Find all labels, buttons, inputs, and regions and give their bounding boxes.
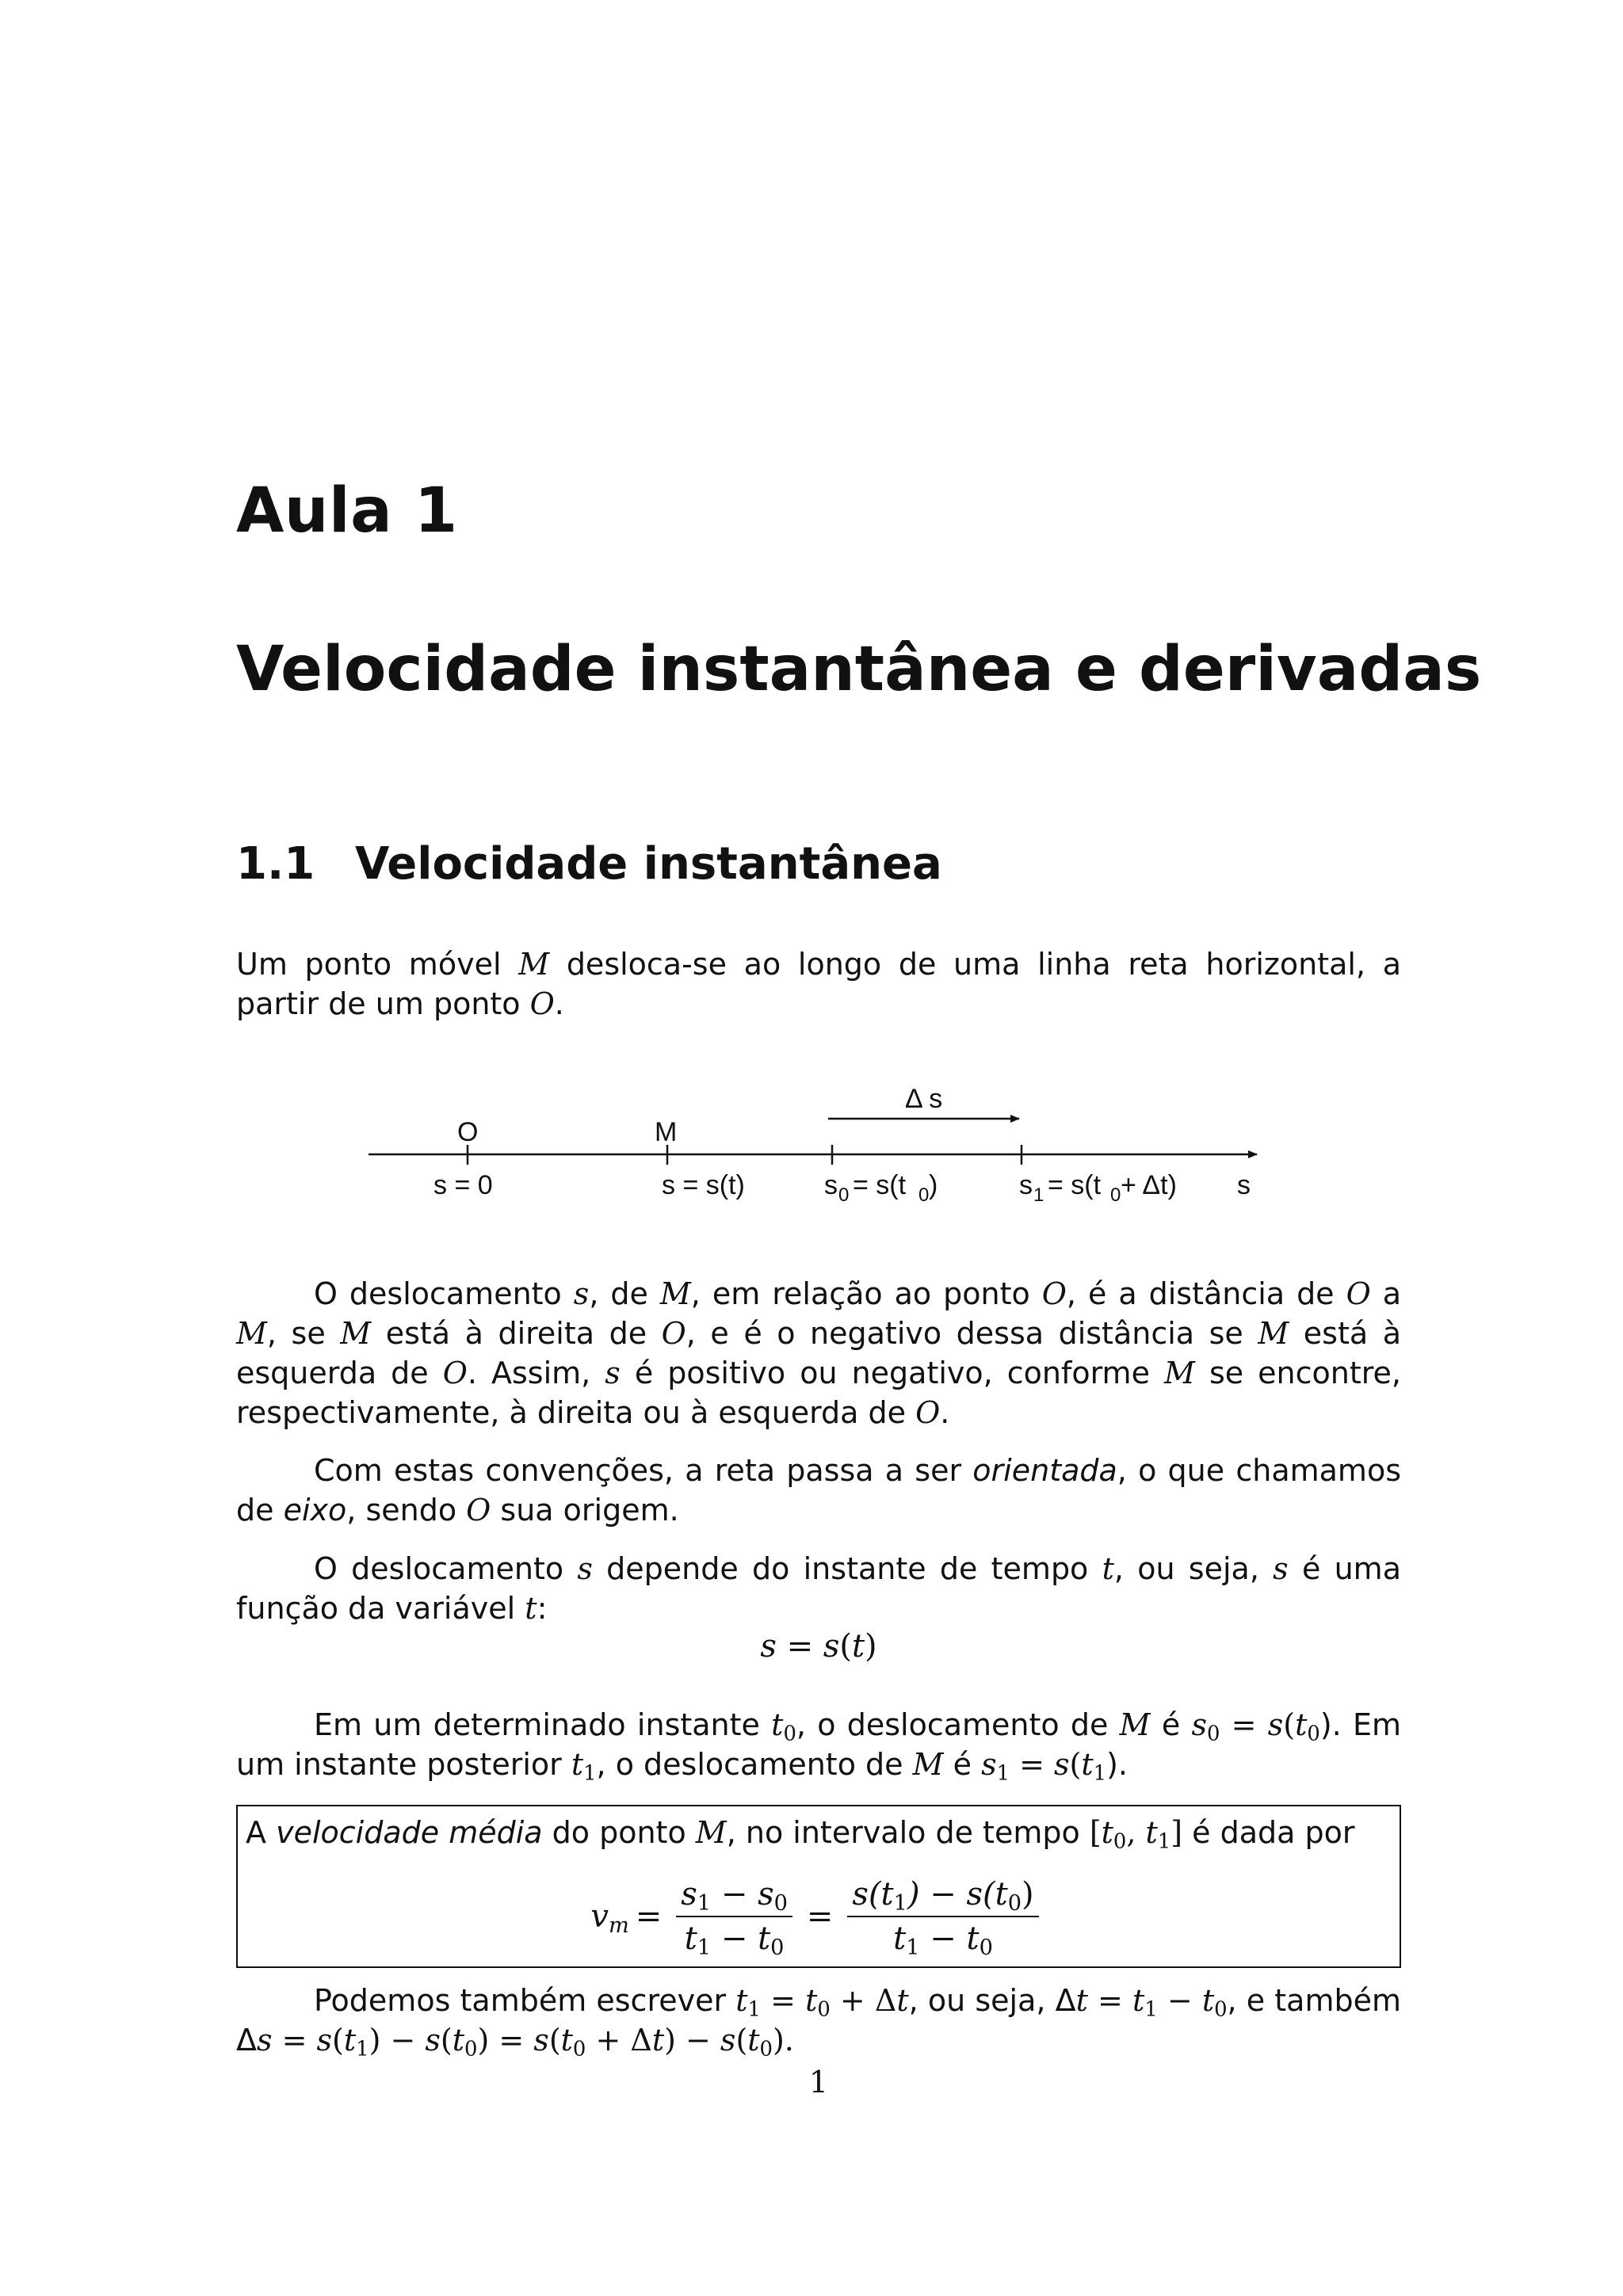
- average-velocity-formula: $v_m$ = $\frac{s_1 - s_0}{t_1 - t_0}$ = $\frac{s(t_1) - s(t_0)}{t_1 - t_0}$: [238, 1876, 1400, 1957]
- equation-s-of-t: s = s(t): [760, 1628, 877, 1665]
- definition-text: A velocidade média do ponto M, no intervalo de tempo [$t_0$, $t_1$] é dada por: [246, 1815, 1355, 1854]
- paragraph-delta-notation: Podemos também escrever $t_1 = t_0 + \Delta t$, ou seja, $\Delta t = t_1 - t_0$, e também $\Delta s = s(t_1) - s(t_0) = s(t_0 + \Delta t) - s(t_0)$.: [236, 1983, 1402, 2061]
- M-point-label: M: [655, 1117, 678, 1147]
- axis-s-label: s: [1237, 1170, 1251, 1200]
- svg-text:0: 0: [918, 1184, 930, 1206]
- svg-text:): ): [929, 1170, 938, 1200]
- O-point-label: O: [457, 1117, 479, 1147]
- svg-text:= s(t: = s(t: [853, 1170, 907, 1200]
- section-number: 1.1: [236, 838, 315, 890]
- fraction-delta-s-over-delta-t: $\frac{s_1 - s_0}{t_1 - t_0}$: [676, 1876, 792, 1957]
- svg-text:0: 0: [838, 1184, 850, 1206]
- paragraph-function: O deslocamento s depende do instante de tempo t, ou seja, s é uma função da variável t:: [236, 1551, 1401, 1626]
- s0-label: [824, 1170, 938, 1206]
- svg-text:= s(t: = s(t: [1048, 1170, 1102, 1200]
- page-number: 1: [808, 2065, 829, 2100]
- s-t-label: s = s(t): [662, 1170, 745, 1200]
- paragraph-instants: Em um determinado instante $t_0$, o deslocamento de M é $s_0 = s(t_0)$. Em um instante posterior $t_1$, o deslocamento de M é $s_1 = s(t_1)$.: [236, 1707, 1401, 1786]
- svg-text:s: s: [824, 1170, 838, 1200]
- s-zero-label: s = 0: [433, 1170, 493, 1200]
- svg-text:+ Δt): + Δt): [1121, 1170, 1177, 1200]
- fraction-function-difference: $\frac{s(t_1) - s(t_0)}{t_1 - t_0}$: [847, 1876, 1038, 1957]
- delta-s-label: Δ s: [905, 1084, 943, 1114]
- intro-paragraph: Um ponto móvel M desloca-se ao longo de uma linha reta horizontal, a partir de um ponto O.: [236, 947, 1401, 1021]
- paragraph-displacement: O deslocamento s, de M, em relação ao ponto O, é a distância de O a M, se M está à direita de O, e é o negativo dessa distância se M está à esquerda de O. Assim, s é positivo ou negativo, conforme M se encontre, respectivamente, à direita ou à esquerda de O.: [236, 1276, 1402, 1430]
- chapter-title: Velocidade instantânea e derivadas: [236, 634, 1482, 705]
- average-velocity-definition-box: [236, 1805, 1401, 1968]
- svg-text:0: 0: [1110, 1184, 1121, 1206]
- paragraph-conventions: Com estas convenções, a reta passa a ser orientada, o que chamamos de eixo, sendo O sua origem.: [236, 1453, 1401, 1527]
- svg-text:s: s: [1019, 1170, 1033, 1200]
- section-title: Velocidade instantânea: [355, 838, 942, 890]
- s1-label: [1019, 1170, 1177, 1206]
- svg-text:1: 1: [1033, 1184, 1044, 1206]
- chapter-label: Aula 1: [236, 475, 458, 547]
